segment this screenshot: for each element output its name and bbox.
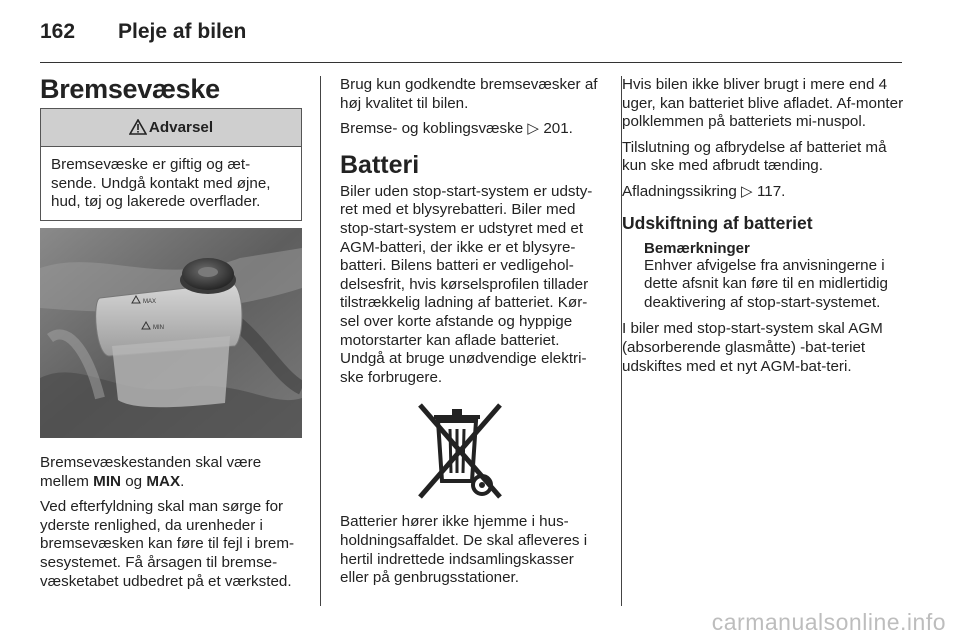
- storage-paragraph: Hvis bilen ikke bliver brugt i mere end 4 uger, kan batteriet blive afladet. Af-monter polklemmen på batteriets mi-nuspol.: [622, 76, 904, 131]
- discharge-reference: [622, 183, 904, 202]
- warning-title: Advarsel: [148, 119, 214, 136]
- column-3-text: [622, 76, 904, 376]
- text-span: Bremsevæskestanden skal være mellem: [40, 454, 262, 490]
- page-number: 162: [40, 20, 76, 43]
- warning-text: Bremsevæske er giftig og æt-sende. Undgå kontakt med øjne, hud, tøj og lakerede overflader.: [51, 156, 271, 211]
- text-span: .: [180, 472, 185, 490]
- text-span: og: [121, 472, 147, 490]
- battery-paragraph: Biler uden stop-start-system er udsty-ret med et blysyrebatteri. Biler med stop-start-system er udstyret med et AGM-batteri, der ikke er et blysyre-batteri. Bilens batteri er vedligehol-delsesfrit, hvis kørselsprofilen tillader tilstrækkelig ladning af batteriet. Kør-sel over korte afstande og hyppige motorstarter kan aflade batteriet. Undgå at bruge unødvendige elektri-ske forbrugere.: [340, 182, 593, 386]
- warning-triangle-icon: [129, 119, 147, 135]
- page-reference-arrow-icon: ▷: [741, 182, 753, 200]
- ignition-paragraph: Tilslutning og afbrydelse af batteriet må kun ske med afbrudt tænding.: [622, 138, 887, 175]
- text-span: Afladningssikring: [622, 182, 742, 200]
- page-reference-link[interactable]: 117.: [756, 182, 786, 200]
- note-text: Enhver afvigelse fra anvisningerne i dette afsnit kan føre til en midlertidig deaktivering af stop-start-systemet.: [644, 256, 888, 311]
- approved-fluid-paragraph: Brug kun godkendte bremsevæsker af høj kvalitet til bilen.: [340, 76, 598, 112]
- column-divider: [320, 76, 321, 606]
- warning-box: [40, 108, 302, 221]
- min-keyword: MIN: [93, 472, 122, 490]
- battery-replacement-heading: Udskiftning af batteriet: [622, 212, 813, 233]
- column-1-text: [40, 454, 302, 591]
- min-label: MIN: [153, 325, 164, 331]
- agm-paragraph: I biler med stop-start-system skal AGM (absorberende glasmåtte) -bat-teriet udskiftes med et nyt AGM-bat-teri.: [622, 320, 883, 375]
- level-paragraph: [40, 454, 302, 491]
- refill-paragraph: Ved efterfyldning skal man sørge for yderste renlighed, da urenheder i bremsevæsken kan føre til fejl i brem-sesystemet. Få årsagen til bremse-væsketabet udbedret på et værksted.: [40, 498, 295, 590]
- page-header: [40, 18, 902, 63]
- warning-header: [41, 109, 301, 147]
- max-keyword: MAX: [146, 472, 181, 490]
- max-label: MAX: [143, 299, 157, 305]
- chapter-title: Pleje af bilen: [118, 20, 247, 43]
- text-span: Bremse- og koblingsvæske: [340, 120, 528, 138]
- page-reference-arrow-icon: ▷: [527, 120, 540, 138]
- watermark: carmanualsonline.info: [711, 609, 946, 635]
- crossed-out-bin-icon: [412, 401, 508, 501]
- note-title: Bemærkninger: [644, 239, 750, 257]
- page-reference-link[interactable]: 201.: [543, 120, 573, 138]
- brake-fluid-reservoir-photo: [40, 228, 302, 438]
- note-block: [622, 240, 904, 313]
- section-title: Bremsevæske: [40, 74, 220, 104]
- battery-heading: Batteri: [340, 150, 420, 179]
- column-2-text: [340, 76, 604, 588]
- disposal-paragraph: Batterier hører ikke hjemme i hus-holdningsaffaldet. De skal afleveres i hertil indrettede indsamlingskasser eller på genbrugsstationer.: [340, 513, 588, 587]
- fluid-reference: [340, 120, 604, 139]
